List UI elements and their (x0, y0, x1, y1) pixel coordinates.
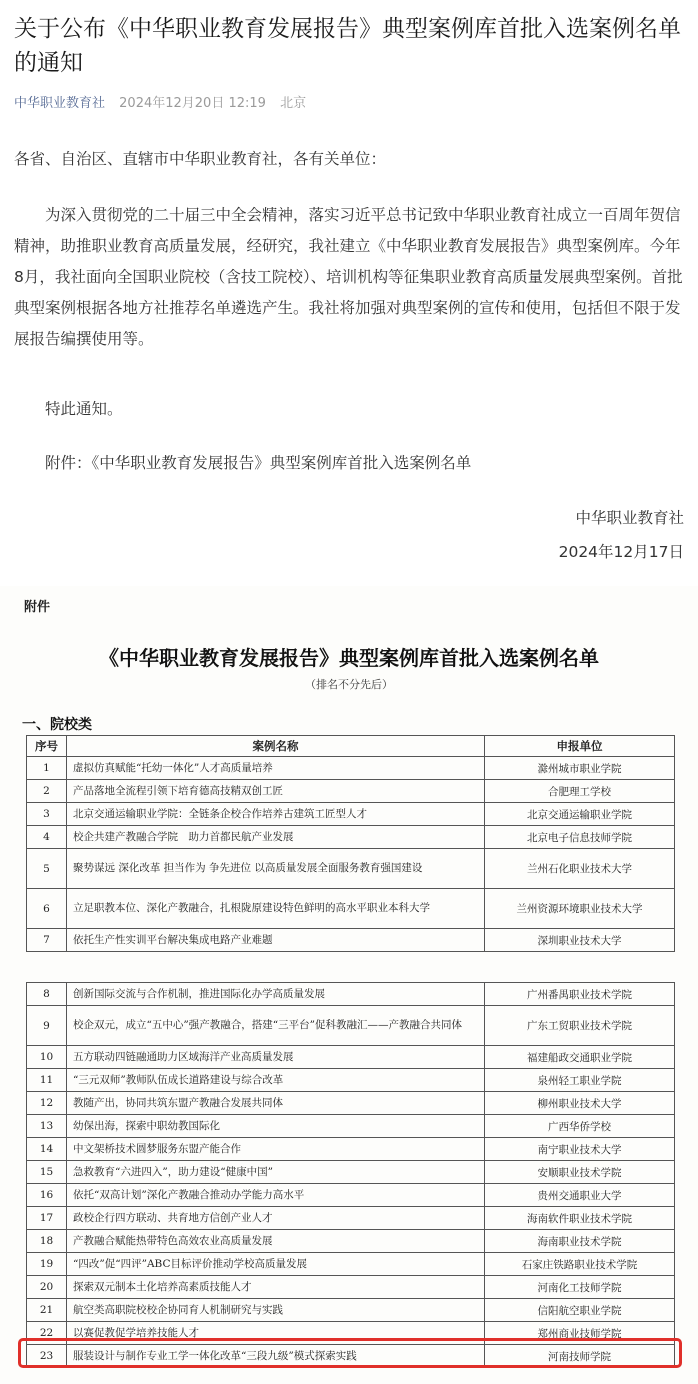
cell-case-name: “四改”促“四评”ABC目标评价推动学校高质量发展 (67, 1253, 485, 1276)
case-table-part2 (26, 982, 675, 1368)
table-row (27, 1184, 675, 1207)
cell-no: 22 (27, 1322, 67, 1345)
cell-no: 18 (27, 1230, 67, 1253)
cell-unit: 河南技师学院 (485, 1345, 675, 1368)
cell-unit: 安顺职业技术学院 (485, 1161, 675, 1184)
notice-line: 特此通知。 (45, 400, 123, 418)
cell-case-name: 航空类高职院校校企协同育人机制研究与实践 (67, 1299, 485, 1322)
cell-unit: 兰州资源环境职业技术大学 (485, 889, 675, 929)
body-paragraph: 为深入贯彻党的二十届三中全会精神，落实习近平总书记致中华职业教育社成立一百周年贺信精神，助推职业教育高质量发展，经研究，我社建立《中华职业教育发展报告》典型案例库。今年8月，我社面向全国职业院校（含技工院校）、培训机构等征集职业教育高质量发展典型案例。首批典型案例根据各地方社推荐名单遴选产生。我社将加强对典型案例的宣传和使用，包括但不限于发展报告编撰使用等。 (14, 206, 683, 348)
cell-case-name: 北京交通运输职业学院：全链条企校合作培养古建筑工匠型人才 (67, 803, 485, 826)
cell-no: 21 (27, 1299, 67, 1322)
cell-no: 2 (27, 780, 67, 803)
publish-datetime: 2024年12月20日 12:19 (119, 96, 266, 111)
highlight-box (18, 1338, 682, 1368)
table-row (27, 780, 675, 803)
publish-location: 北京 (280, 96, 307, 111)
cell-case-name: 急救教育“六进四入”，助力建设“健康中国” (67, 1161, 485, 1184)
table-row (27, 1161, 675, 1184)
cell-unit: 北京电子信息技师学院 (485, 826, 675, 849)
cell-case-name: 产品落地全流程引领下培育德高技精双创工匠 (67, 780, 485, 803)
table-row (27, 1230, 675, 1253)
table-row (27, 1115, 675, 1138)
cell-unit: 广西华侨学校 (485, 1115, 675, 1138)
header-unit: 申报单位 (485, 736, 675, 757)
cell-unit: 河南化工技师学院 (485, 1276, 675, 1299)
table-row (27, 1046, 675, 1069)
cell-case-name: 五方联动四链融通助力区域海洋产业高质量发展 (67, 1046, 485, 1069)
cell-unit: 泉州轻工职业学院 (485, 1069, 675, 1092)
cell-no: 17 (27, 1207, 67, 1230)
header-no: 序号 (27, 736, 67, 757)
table-row (27, 1276, 675, 1299)
cell-case-name: 幼保出海，探索中职幼教国际化 (67, 1115, 485, 1138)
table-row (27, 1069, 675, 1092)
cell-unit: 北京交通运输职业学院 (485, 803, 675, 826)
cell-case-name: 虚拟仿真赋能“托幼一体化”人才高质量培养 (67, 757, 485, 780)
cell-case-name: 校企双元，成立“五中心”强产教融合，搭建“三平台”促科教融汇——产教融合共同体 (67, 1006, 485, 1046)
cell-unit: 滁州城市职业学院 (485, 757, 675, 780)
cell-case-name: 聚势谋远 深化改革 担当作为 争先进位 以高质量发展全面服务教育强国建设 (67, 849, 485, 889)
cell-case-name: 产教融合赋能热带特色高效农业高质量发展 (67, 1230, 485, 1253)
cell-case-name: 中文架桥技术圆梦服务东盟产能合作 (67, 1138, 485, 1161)
attachment-image[interactable] (0, 586, 698, 1384)
cell-unit: 信阳航空职业学院 (485, 1299, 675, 1322)
article-title: 关于公布《中华职业教育发展报告》典型案例库首批入选案例名单的通知 (14, 16, 681, 76)
table-row (27, 983, 675, 1006)
cell-unit: 石家庄铁路职业技术学院 (485, 1253, 675, 1276)
table-row (27, 1207, 675, 1230)
article-meta (14, 92, 306, 111)
cell-no: 14 (27, 1138, 67, 1161)
table-row (27, 826, 675, 849)
cell-unit: 福建船政交通职业学院 (485, 1046, 675, 1069)
cell-no: 15 (27, 1161, 67, 1184)
cell-no: 11 (27, 1069, 67, 1092)
table-row (27, 1006, 675, 1046)
cell-no: 12 (27, 1092, 67, 1115)
cell-no: 1 (27, 757, 67, 780)
cell-case-name: 校企共建产教融合学院 助力首都民航产业发展 (67, 826, 485, 849)
attachment-label: 附件 (24, 600, 51, 615)
table-row (27, 1138, 675, 1161)
cell-case-name: 创新国际交流与合作机制，推进国际化办学高质量发展 (67, 983, 485, 1006)
signature-date: 2024年12月17日 (558, 543, 684, 561)
list-subtitle: （排名不分先后） (305, 678, 393, 691)
cell-unit: 广东工贸职业技术学院 (485, 1006, 675, 1046)
table-row (27, 1253, 675, 1276)
header-name: 案例名称 (67, 736, 485, 757)
greeting: 各省、自治区、直辖市中华职业教育社，各有关单位： (14, 150, 387, 168)
cell-no: 4 (27, 826, 67, 849)
table-row (27, 803, 675, 826)
cell-no: 16 (27, 1184, 67, 1207)
cell-unit: 柳州职业技术大学 (485, 1092, 675, 1115)
table-row (27, 849, 675, 889)
cell-no: 23 (27, 1345, 67, 1368)
category-heading: 一、院校类 (22, 717, 92, 733)
publisher-link[interactable]: 中华职业教育社 (14, 96, 106, 111)
cell-case-name: 以赛促教促学培养技能人才 (67, 1322, 485, 1345)
cell-no: 7 (27, 929, 67, 952)
table-row (27, 929, 675, 952)
cell-no: 9 (27, 1006, 67, 1046)
cell-no: 3 (27, 803, 67, 826)
cell-unit: 贵州交通职业大学 (485, 1184, 675, 1207)
cell-case-name: 探索双元制本土化培养高素质技能人才 (67, 1276, 485, 1299)
cell-unit: 海南职业技术学院 (485, 1230, 675, 1253)
table-row (27, 1299, 675, 1322)
cell-unit: 兰州石化职业技术大学 (485, 849, 675, 889)
cell-no: 20 (27, 1276, 67, 1299)
case-table-part1 (26, 735, 675, 952)
cell-unit: 合肥理工学校 (485, 780, 675, 803)
table-header-row (27, 736, 675, 757)
cell-unit: 深圳职业技术大学 (485, 929, 675, 952)
table-row (27, 757, 675, 780)
cell-unit: 海南软件职业技术学院 (485, 1207, 675, 1230)
table-row (27, 889, 675, 929)
cell-no: 8 (27, 983, 67, 1006)
signature-org: 中华职业教育社 (575, 509, 684, 527)
cell-case-name: 教随产出，协同共筑东盟产教融合发展共同体 (67, 1092, 485, 1115)
cell-case-name: 依托“双高计划”深化产教融合推动办学能力高水平 (67, 1184, 485, 1207)
cell-no: 6 (27, 889, 67, 929)
list-title: 《中华职业教育发展报告》典型案例库首批入选案例名单 (99, 646, 599, 670)
attachment-line: 附件：《中华职业教育发展报告》典型案例库首批入选案例名单 (45, 454, 472, 472)
table-row (27, 1092, 675, 1115)
cell-case-name: 服装设计与制作专业工学一体化改革“三段九级”模式探索实践 (67, 1345, 485, 1368)
cell-case-name: 依托生产性实训平台解决集成电路产业难题 (67, 929, 485, 952)
cell-no: 10 (27, 1046, 67, 1069)
cell-no: 5 (27, 849, 67, 889)
cell-no: 19 (27, 1253, 67, 1276)
cell-unit: 郑州商业技师学院 (485, 1322, 675, 1345)
cell-unit: 广州番禺职业技术学院 (485, 983, 675, 1006)
cell-unit: 南宁职业技术大学 (485, 1138, 675, 1161)
cell-case-name: “三元双师”教师队伍成长道路建设与综合改革 (67, 1069, 485, 1092)
cell-case-name: 立足职教本位、深化产教融合，扎根陇原建设特色鲜明的高水平职业本科大学 (67, 889, 485, 929)
cell-case-name: 政校企行四方联动、共育地方信创产业人才 (67, 1207, 485, 1230)
cell-no: 13 (27, 1115, 67, 1138)
